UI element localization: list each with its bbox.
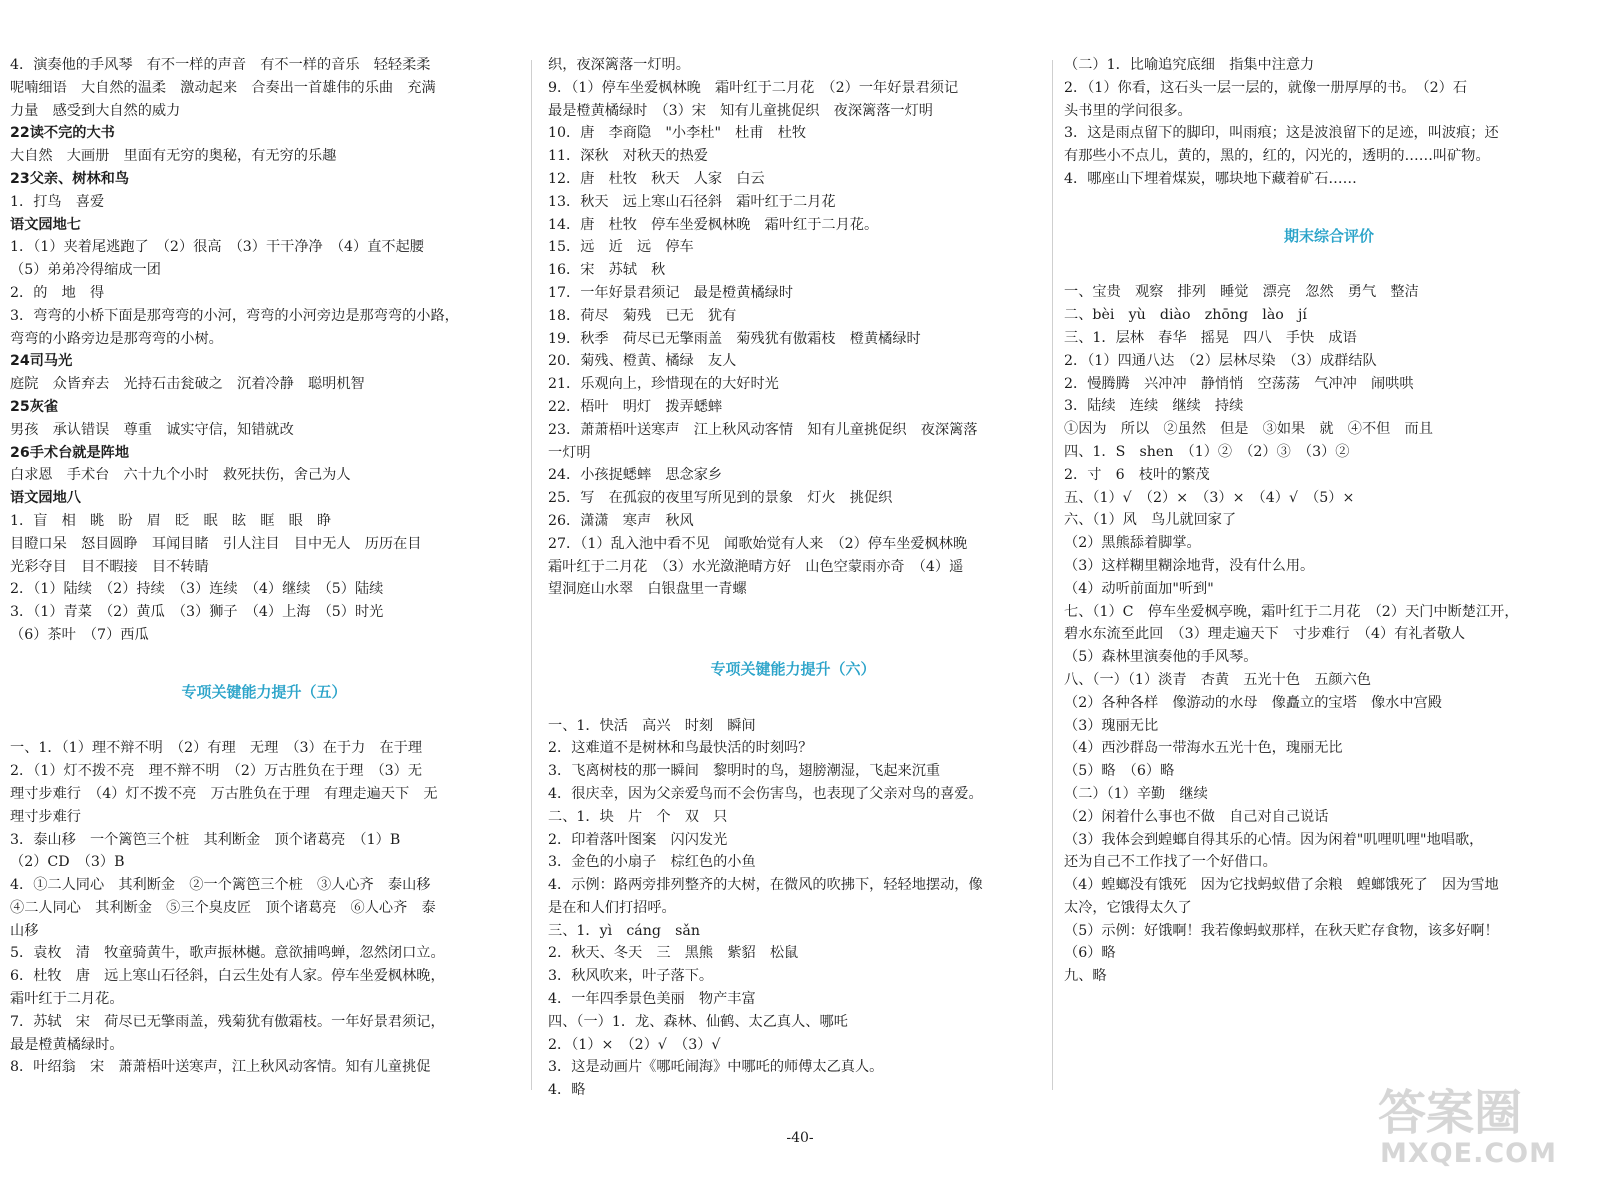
- answer-line: 3．秋风吹来，叶子落下。: [548, 968, 714, 985]
- answer-line: （5）示例：好饿啊！我若像蚂蚁那样，在秋天贮存食物，该多好啊！: [1064, 922, 1499, 939]
- answer-line: 3．飞离树枝的那一瞬间 黎明时的鸟，翅膀潮湿，飞起来沉重: [548, 763, 941, 780]
- answer-line: 24．小孩捉蟋蟀 思念家乡: [548, 467, 723, 484]
- answer-line: 最是橙黄橘绿时。: [10, 1036, 124, 1053]
- answer-line: 一、1．（1）理不辩不明 （2）有理 无理 （3）在于力 在于理: [10, 740, 423, 757]
- answer-line: 一灯明: [548, 444, 591, 461]
- answer-line: 光彩夺目 目不暇接 目不转睛: [10, 558, 209, 575]
- answer-line: 织，夜深篱落一灯明。: [548, 57, 690, 73]
- answer-line: 3．弯弯的小桥下面是那弯弯的小河，弯弯的小河旁边是那弯弯的小路，: [10, 307, 459, 324]
- answer-line: 26．潇潇 寒声 秋风: [548, 512, 694, 529]
- spacer: [1064, 259, 1594, 282]
- answer-line: 是在和人们打招呼。: [548, 899, 676, 916]
- answer-line: 2．寸 6 枝叶的繁茂: [1064, 466, 1210, 483]
- section-title: 专项关键能力提升（五）: [181, 682, 347, 701]
- spacer: [1064, 191, 1594, 214]
- answer-line: 11．深秋 对秋天的热爱: [548, 148, 708, 165]
- answer-line: 七、（1）C 停车坐爱枫亭晚，霜叶红于二月花 （2）天门中断楚江开，: [1064, 603, 1519, 620]
- answer-line: 2．（1）你看，这石头一层一层的，就像一册厚厚的书。 （2）石: [1064, 79, 1468, 96]
- answer-line: （2）各种各样 像游动的水母 像矗立的宝塔 像水中宫殿: [1064, 694, 1442, 711]
- answer-line: 25．写 在孤寂的夜里写所见到的景象 灯火 挑促织: [548, 490, 893, 507]
- section-title: 期末综合评价: [1283, 226, 1374, 245]
- watermark-logo: [1378, 1074, 1588, 1174]
- answer-line: 男孩 承认错误 尊重 诚实守信，知错就改: [10, 421, 294, 438]
- answer-line: 13．秋天 远上寒山石径斜 霜叶红于二月花: [548, 193, 836, 210]
- answer-line: 19．秋季 荷尽已无擎雨盖 菊残犹有傲霜枝 橙黄橘绿时: [548, 330, 921, 347]
- answer-line: 二、bèi yù diào zhōng lào jí: [1064, 307, 1307, 324]
- answer-line: （5）略 （6）略: [1064, 763, 1175, 780]
- spacer: [548, 692, 1038, 715]
- answer-line: （2）闲着什么事也不做 自己对自己说话: [1064, 808, 1329, 825]
- answer-line: 3．金色的小扇子 棕红色的小鱼: [548, 854, 756, 871]
- answer-line: 23．萧萧梧叶送寒声 江上秋风动客情 知有儿童挑促织 夜深篱落: [548, 421, 978, 438]
- answer-line: 2．的 地 得: [10, 284, 105, 301]
- answer-line: 碧水东流至此回 （3）理走遍天下 寸步难行 （4）有礼者敬人: [1064, 626, 1466, 643]
- answer-line: 2．（1）四通八达 （2）层林尽染 （3）成群结队: [1064, 352, 1377, 369]
- answer-line: 三、1．层林 春华 摇晃 四八 手快 成语: [1064, 329, 1357, 346]
- answer-line: 理寸步难行: [10, 808, 81, 825]
- answer-line: （4）动听前面加"听到": [1064, 580, 1214, 597]
- answer-line: 9．（1）停车坐爱枫林晚 霜叶红于二月花 （2）一年好景君须记: [548, 79, 959, 96]
- answer-line: 18．荷尽 菊残 已无 犹有: [548, 307, 737, 324]
- answer-line: 最是橙黄橘绿时 （3）宋 知有儿童挑促织 夜深篱落一灯明: [548, 102, 933, 119]
- answer-line: 8．叶绍翁 宋 萧萧梧叶送寒声，江上秋风动客情。知有儿童挑促: [10, 1059, 431, 1076]
- answer-line: 霜叶红于二月花。: [10, 991, 124, 1008]
- answer-line: （2）黑熊舔着脚掌。: [1064, 535, 1201, 552]
- middle-column: [548, 54, 1038, 1102]
- answer-line: 6．杜牧 唐 远上寒山石径斜，白云生处有人家。停车坐爱枫林晚，: [10, 968, 445, 985]
- answer-line: 八、（一）（1）淡青 杏黄 五光十色 五颜六色: [1064, 671, 1371, 688]
- answer-line: 2．这难道不是树林和鸟最快活的时刻吗？: [548, 740, 813, 757]
- answer-line: （4）蝗螂没有饿死 因为它找蚂蚁借了余粮 蝗螂饿死了 因为雪地: [1064, 877, 1499, 894]
- lesson-heading: 23父亲、树林和鸟: [10, 170, 130, 187]
- spacer: [10, 715, 518, 738]
- column-divider: [531, 60, 532, 1090]
- answer-line: 4．演奏他的手风琴 有不一样的声音 有不一样的音乐 轻轻柔柔: [10, 57, 431, 73]
- answer-line: （5）森林里演奏他的手风琴。: [1064, 649, 1258, 666]
- answer-line: 1．打鸟 喜爱: [10, 193, 105, 210]
- answer-line: （5）弟弟冷得缩成一团: [10, 262, 161, 279]
- answer-line: 望洞庭山水翠 白银盘里一青螺: [548, 581, 747, 598]
- watermark-text: 答案圈: [1378, 1085, 1523, 1141]
- answer-line: 还为自己不工作找了一个好借口。: [1064, 854, 1277, 871]
- answer-line: 山移: [10, 922, 39, 939]
- answer-line: 2．秋天、冬天 三 黑熊 紫貂 松鼠: [548, 945, 799, 962]
- lesson-heading: 25灰雀: [10, 398, 59, 415]
- answer-line: 3．这是动画片《哪吒闹海》中哪吒的师傅太乙真人。: [548, 1059, 884, 1076]
- answer-line: 14．唐 杜牧 停车坐爱枫林晚 霜叶红于二月花。: [548, 216, 879, 233]
- answer-line: 3．这是雨点留下的脚印，叫雨痕；这是波浪留下的足迹，叫波痕；还: [1064, 125, 1499, 142]
- answer-line: 力量 感受到大自然的威力: [10, 102, 181, 119]
- answer-line: 3．陆续 连续 继续 持续: [1064, 398, 1244, 415]
- lesson-heading: 语文园地八: [10, 490, 81, 507]
- answer-line: 1．盲 相 眺 盼 眉 眨 眠 眩 眶 眼 睁: [10, 512, 332, 529]
- answer-line: （二）1．比喻追究底细 指集中注意力: [1064, 57, 1315, 73]
- answer-line: 弯弯的小路旁边是那弯弯的小树。: [10, 330, 223, 347]
- answer-line: 2．（1）灯不拨不亮 理不辩不明 （2）万古胜负在于理 （3）无: [10, 763, 423, 780]
- answer-line: 2．印着落叶图案 闪闪发光: [548, 831, 728, 848]
- answer-line: （3）瑰丽无比: [1064, 717, 1159, 734]
- answer-line: 15．远 近 远 停车: [548, 239, 694, 256]
- answer-line: （6）茶叶 （7）西瓜: [10, 626, 149, 643]
- answer-line: 12．唐 杜牧 秋天 人家 白云: [548, 170, 765, 187]
- answer-line: 2．慢腾腾 兴冲冲 静悄悄 空荡荡 气冲冲 闹哄哄: [1064, 375, 1414, 392]
- answer-line: ④二人同心 其利断金 ⑤三个臭皮匠 顶个诸葛亮 ⑥人心齐 泰: [10, 899, 436, 916]
- lesson-heading: 语文园地七: [10, 216, 81, 233]
- answer-line: 2．（1）× （2）√ （3）√: [548, 1036, 721, 1053]
- answer-line: 霜叶红于二月花 （3）水光潋滟晴方好 山色空蒙雨亦奇 （4）遥: [548, 558, 964, 575]
- answer-line: 庭院 众皆弃去 光持石击瓮破之 沉着冷静 聪明机智: [10, 376, 365, 393]
- answer-line: 4．一年四季景色美丽 物产丰富: [548, 991, 756, 1008]
- answer-line: 有那些小不点儿，黄的，黑的，红的，闪光的，透明的……叫矿物。: [1064, 148, 1490, 165]
- section-title: 专项关键能力提升（六）: [710, 659, 876, 678]
- answer-line: 白求恩 手术台 六十九个小时 救死扶伤，舍己为人: [10, 467, 351, 484]
- answer-line: 四、1．S shen （1）② （2）③ （3）②: [1064, 443, 1350, 460]
- watermark-url: MXQE.COM: [1380, 1138, 1557, 1169]
- answer-line: 20．菊残、橙黄、橘绿 友人: [548, 353, 737, 370]
- answer-line: 4．很庆幸，因为父亲爱鸟而不会伤害鸟，也表现了父亲对鸟的喜爱。: [548, 785, 983, 802]
- answer-line: 4．略: [548, 1082, 586, 1099]
- answer-line: 21．乐观向上，珍惜现在的大好时光: [548, 376, 779, 393]
- answer-line: 头书里的学问很多。: [1064, 102, 1192, 119]
- answer-line: 一、1．快活 高兴 时刻 瞬间: [548, 717, 756, 734]
- answer-line: （3）我体会到蝗螂自得其乐的心情。因为闲着"叽哩叽哩"地唱歌，: [1064, 831, 1484, 848]
- answer-line: 17．一年好景君须记 最是橙黄橘绿时: [548, 284, 794, 301]
- answer-line: （二）（1）辛勤 继续: [1064, 785, 1208, 802]
- answer-line: 4．哪座山下埋着煤炭，哪块地下藏着矿石……: [1064, 170, 1357, 187]
- answer-line: 大自然 大画册 里面有无穷的奥秘，有无穷的乐趣: [10, 148, 337, 165]
- spacer: [10, 647, 518, 670]
- answer-line: 3．泰山移 一个篱笆三个桩 其利断金 顶个诸葛亮 （1）B: [10, 831, 401, 848]
- answer-line: 呢喃细语 大自然的温柔 激动起来 合奏出一首雄伟的乐曲 充满: [10, 79, 436, 96]
- answer-line: 10．唐 李商隐 "小李杜" 杜甫 杜牧: [548, 125, 807, 142]
- answer-line: 4．示例：路两旁排列整齐的大树，在微风的吹拂下，轻轻地摆动，像: [548, 877, 983, 894]
- answer-line: 六、（1）风 鸟儿就回家了: [1064, 512, 1237, 529]
- answer-line: 27．（1）乱入池中看不见 闻歌始觉有人来 （2）停车坐爱枫林晚: [548, 535, 968, 552]
- answer-line: 九、略: [1064, 968, 1107, 985]
- answer-line: 16．宋 苏轼 秋: [548, 262, 666, 279]
- answer-line: （4）西沙群岛一带海水五光十色，瑰丽无比: [1064, 740, 1343, 757]
- page-number: -40-: [786, 1130, 814, 1146]
- answer-line: 理寸步难行 （4）灯不拨不亮 万古胜负在于理 有理走遍天下 无: [10, 785, 438, 802]
- answer-line: 2．（1）陆续 （2）持续 （3）连续 （4）继续 （5）陆续: [10, 581, 384, 598]
- right-column: [1064, 54, 1594, 988]
- answer-line: 二、1．块 片 个 双 只: [548, 808, 728, 825]
- column-divider: [1052, 60, 1053, 1090]
- left-column: [10, 54, 518, 1079]
- answer-line: 7．苏轼 宋 荷尽已无擎雨盖，残菊犹有傲霜枝。一年好景君须记，: [10, 1013, 445, 1030]
- answer-line: 3．（1）青菜 （2）黄瓜 （3）狮子 （4）上海 （5）时光: [10, 604, 384, 621]
- answer-line: 22．梧叶 明灯 拨弄蟋蟀: [548, 398, 723, 415]
- spacer: [548, 601, 1038, 624]
- lesson-heading: 24司马光: [10, 353, 73, 370]
- answer-line: 一、宝贵 观察 排列 睡觉 漂亮 忽然 勇气 整洁: [1064, 284, 1419, 301]
- answer-line: ①因为 所以 ②虽然 但是 ③如果 就 ④不但 而且: [1064, 421, 1433, 438]
- answer-line: 1．（1）夹着尾逃跑了 （2）很高 （3）干干净净 （4）直不起腰: [10, 239, 424, 256]
- answer-line: （2）CD （3）B: [10, 854, 125, 871]
- spacer: [548, 624, 1038, 647]
- answer-line: 五、（1）√ （2）× （3）× （4）√ （5）×: [1064, 489, 1355, 506]
- answer-line: 太冷，它饿得太久了: [1064, 899, 1192, 916]
- answer-line: 4．①二人同心 其利断金 ②一个篱笆三个桩 ③人心齐 泰山移: [10, 877, 431, 894]
- lesson-heading: 26手术台就是阵地: [10, 444, 130, 461]
- answer-line: （3）这样糊里糊涂地背，没有什么用。: [1064, 557, 1315, 574]
- answer-line: 5．袁枚 清 牧童骑黄牛，歌声振林樾。意欲捕鸣蝉，忽然闭口立。: [10, 945, 445, 962]
- answer-line: 四、（一）1．龙、森林、仙鹤、太乙真人、哪吒: [548, 1013, 848, 1030]
- lesson-heading: 22读不完的大书: [10, 125, 115, 142]
- answer-line: 三、1．yì cáng sǎn: [548, 922, 701, 939]
- answer-line: 目瞪口呆 怒目圆睁 耳闻目睹 引人注目 目中无人 历历在目: [10, 535, 422, 552]
- answer-line: （6）略: [1064, 945, 1116, 962]
